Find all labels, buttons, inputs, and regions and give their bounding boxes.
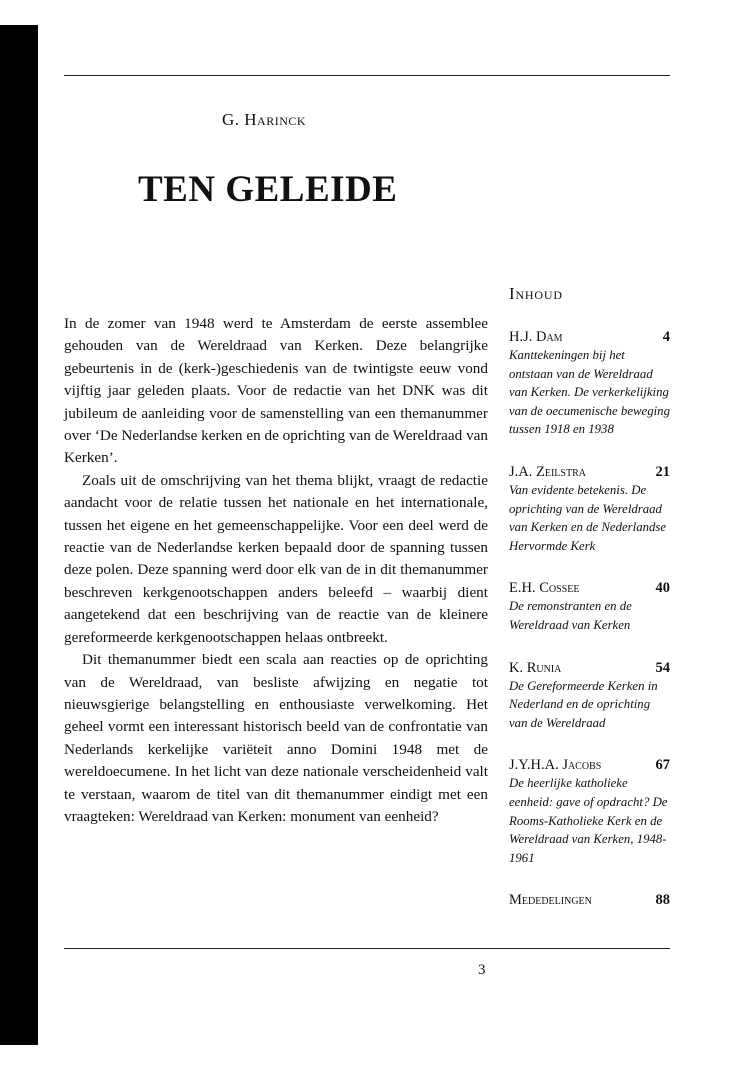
contents-entry bbox=[509, 579, 670, 634]
article-body bbox=[64, 313, 488, 828]
entry-author: H.J. Dam bbox=[509, 329, 563, 345]
entry-page: 67 bbox=[655, 757, 670, 774]
contents-entry bbox=[509, 463, 670, 555]
entry-page: 54 bbox=[655, 659, 670, 676]
contents-entry bbox=[509, 328, 670, 439]
entry-author: K. Runia bbox=[509, 659, 562, 676]
entry-page: 88 bbox=[655, 892, 670, 909]
article-author: G. Harinck bbox=[222, 110, 307, 129]
entry-author: Mededelingen bbox=[509, 892, 592, 909]
entry-page: 40 bbox=[655, 580, 670, 597]
entry-author: J.A. Zeilstra bbox=[509, 463, 586, 480]
table-of-contents bbox=[509, 284, 670, 933]
body-paragraph: Dit themanummer biedt een scala aan reacties op de oprichting van de Wereldraad, van besliste afwijzing en negatie tot nieuwsgierige belangstelling en enthousiaste verwelkoming. Het geheel vormt een interessant historisch beeld van de confrontatie van Nederlands kerkelijke variëteit anno Domini 1948 met de wereldoecumene. In het licht van deze nationale verscheidenheid valt te verstaan, waarom de titel van dit themanummer eindigt met een vraagteken: Wereldraad van Kerken: monument van eenheid? bbox=[64, 651, 488, 825]
entry-description: De remonstranten en de Wereldraad van Kerken bbox=[509, 599, 632, 632]
entry-author: E.H. Cossee bbox=[509, 580, 580, 597]
entry-page: 21 bbox=[655, 463, 670, 480]
contents-entry bbox=[509, 659, 670, 733]
entry-author: J.Y.H.A. Jacobs bbox=[509, 757, 602, 774]
scan-edge bbox=[0, 25, 38, 1045]
entry-description: Kanttekeningen bij het ontstaan van de Wereldraad van Kerken. De verkerkelijking van de oecumenische beweging tussen 1918 en 1938 bbox=[509, 348, 670, 437]
contents-heading: Inhoud bbox=[509, 284, 563, 303]
entry-description: Van evidente betekenis. De oprichting van de Wereldraad van Kerken en de Nederlandse Hervormde Kerk bbox=[509, 482, 667, 553]
article-title: TEN GELEIDE bbox=[138, 169, 398, 210]
entry-description: De heerlijke katholieke eenheid: gave of opdracht? De Rooms-Katholieke Kerk en de Wereldraad van Kerken, 1948-1961 bbox=[509, 776, 668, 865]
entry-description: De Gereformeerde Kerken in Nederland en de oprichting van de Wereldraad bbox=[509, 678, 658, 730]
contents-entry bbox=[509, 891, 670, 909]
entry-page: 4 bbox=[662, 329, 670, 345]
body-paragraph: Zoals uit de omschrijving van het thema blijkt, vraagt de redactie aandacht voor de relatie tussen het nationale en het internationale, tussen het eigene en het gemeenschappelijke. Voor een deel werd de reactie van de Nederlandse kerken bepaald door de spanning tussen deze polen. Deze spanning werd door elk van de in dit themanummer beschreven kerkgenootschappen anders beleefd – waarbij dient aangetekend dat een beschrijving van de reactie van de kleinere gereformeerde kerkgenootschappen helaas ontbreekt. bbox=[64, 471, 488, 646]
body-paragraph: In de zomer van 1948 werd te Amsterdam de eerste assemblee gehouden van de Wereldraad van Kerken. Deze belangrijke gebeurtenis in de (kerk-)geschiedenis van de twintigste eeuw vond vijftig jaar geleden plaats. Voor de redactie van het DNK was dit jubileum de aanleiding voor de samenstelling van een themanummer over ‘De Nederlandse kerken en de oprichting van de Wereldraad van Kerken’. bbox=[64, 315, 488, 467]
contents-entry bbox=[509, 756, 670, 867]
page-number: 3 bbox=[478, 962, 486, 978]
top-rule bbox=[64, 75, 670, 76]
bottom-rule bbox=[64, 948, 670, 949]
